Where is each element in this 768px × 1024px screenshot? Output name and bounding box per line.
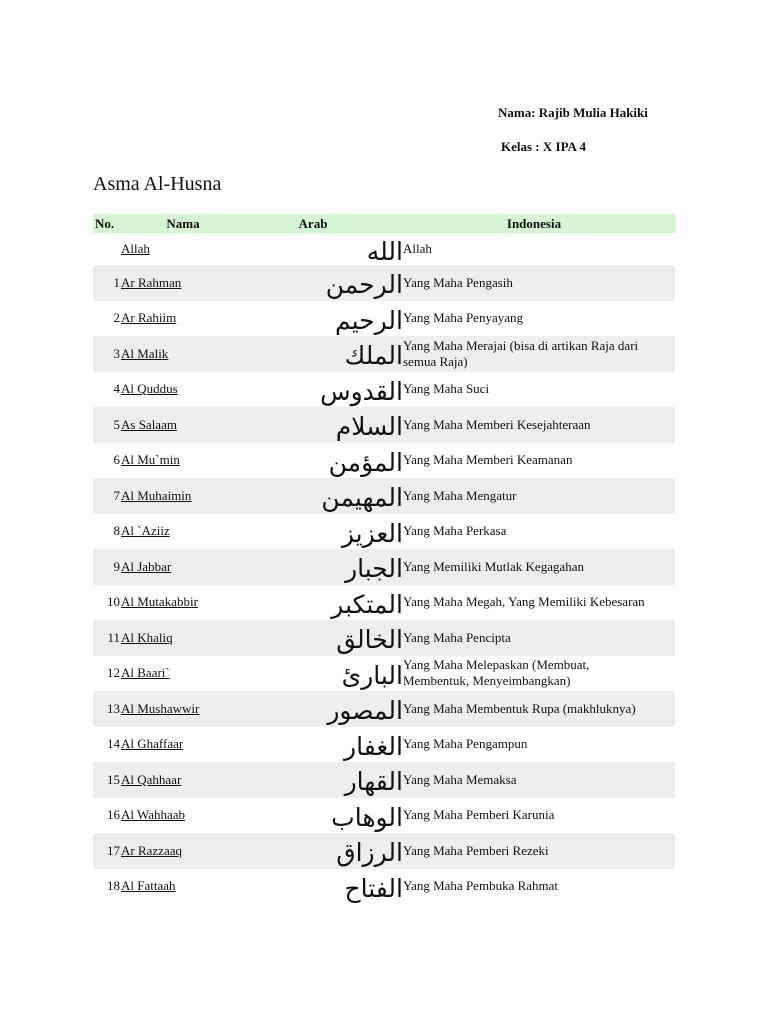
row-arab: الخالق	[336, 625, 403, 655]
row-nama-link[interactable]: Ar Rahiim	[121, 310, 177, 326]
row-arab: السلام	[335, 412, 403, 442]
row-number: 4	[113, 381, 120, 397]
row-number: 8	[113, 523, 120, 539]
row-number: 9	[113, 558, 120, 574]
header-nama: Nama	[166, 215, 200, 231]
row-arab: القدوس	[320, 376, 403, 406]
row-number: 15	[107, 771, 120, 787]
row-number: 12	[107, 665, 120, 681]
row-arab: المهيمن	[321, 483, 403, 513]
table-row	[93, 478, 675, 514]
row-number: 18	[107, 878, 120, 894]
table-row	[93, 514, 675, 550]
row-number: 16	[107, 807, 120, 823]
row-nama-link[interactable]: Al Quddus	[121, 381, 178, 397]
row-arab: القهار	[344, 767, 403, 797]
row-nama-link[interactable]: Ar Razzaaq	[121, 842, 182, 858]
row-arab: المؤمن	[328, 447, 403, 477]
row-indonesia: Yang Maha Pengampun	[403, 736, 528, 752]
row-number: 5	[113, 416, 120, 432]
header-arab: Arab	[298, 215, 328, 231]
row-arab: الغفار	[344, 731, 403, 761]
table-row	[93, 620, 675, 656]
row-indonesia: Yang Maha Pengasih	[403, 274, 513, 290]
table-row	[93, 372, 675, 408]
row-number: 7	[113, 487, 120, 503]
row-arab: المتكبر	[331, 589, 403, 619]
table-row	[93, 798, 675, 834]
table-row	[93, 585, 675, 621]
table-row	[93, 869, 675, 905]
row-arab: الرحيم	[335, 305, 403, 335]
row-number: 13	[107, 700, 120, 716]
row-number: 11	[107, 629, 120, 645]
row-number: 10	[107, 594, 120, 610]
row-indonesia: Yang Maha Suci	[403, 381, 490, 397]
row-indonesia: Yang Maha Pemberi Karunia	[403, 807, 555, 823]
row-nama-link[interactable]: Al Jabbar	[121, 558, 172, 574]
table-row	[93, 762, 675, 798]
row-indonesia: Yang Maha Memberi Kesejahteraan	[403, 416, 591, 432]
table-row	[93, 265, 675, 301]
row-nama-link[interactable]: As Salaam	[121, 416, 177, 432]
row-nama-link[interactable]: Al Mutakabbir	[121, 594, 198, 610]
table-row	[93, 549, 675, 585]
row-indonesia: Yang Maha Memaksa	[403, 771, 517, 787]
row-arab: البارئ	[341, 660, 403, 690]
table-row	[93, 691, 675, 727]
row-number: 1	[113, 274, 120, 290]
row-indonesia: Yang Maha Pencipta	[403, 629, 511, 645]
row-nama-link[interactable]: Al Fattaah	[121, 878, 176, 894]
row-arab: الملك	[344, 341, 403, 371]
table-row	[93, 833, 675, 869]
row-arab: الله	[366, 236, 403, 266]
row-arab: الرزاق	[336, 838, 403, 868]
row-arab: الفتاح	[344, 873, 403, 903]
student-class: Kelas : X IPA 4	[501, 139, 586, 154]
row-number: 17	[107, 842, 120, 858]
row-indonesia: Yang Maha Perkasa	[403, 523, 507, 539]
table-row	[93, 301, 675, 337]
row-indonesia: Yang Maha Penyayang	[403, 310, 523, 326]
row-indonesia: Yang Maha Mengatur	[403, 487, 517, 503]
row-number: 14	[107, 736, 120, 752]
header-no: No.	[95, 215, 115, 231]
row-indonesia: Allah	[403, 241, 432, 256]
table-row	[93, 443, 675, 479]
asma-table	[93, 214, 675, 904]
table-body	[93, 233, 675, 904]
row-indonesia: Yang Maha Merajai (bisa di artikan Raja dari semua Raja)	[403, 337, 639, 369]
row-indonesia: Yang Maha Megah, Yang Memiliki Kebesaran	[403, 594, 645, 610]
row-nama-link[interactable]: Ar Rahman	[121, 274, 182, 290]
row-number: 2	[113, 310, 120, 326]
row-nama-link[interactable]: Al Mushawwir	[121, 700, 200, 716]
table-header	[93, 214, 675, 233]
row-nama-link[interactable]: Al Malik	[121, 345, 169, 361]
row-nama-link[interactable]: Al Ghaffaar	[121, 736, 184, 752]
row-indonesia: Yang Maha Membentuk Rupa (makhluknya)	[403, 700, 636, 716]
row-indonesia: Yang Memiliki Mutlak Kegagahan	[403, 558, 585, 574]
row-indonesia: Yang Maha Memberi Keamanan	[403, 452, 573, 468]
table-row	[93, 336, 675, 372]
student-name: Nama: Rajib Mulia Hakiki	[498, 105, 648, 120]
row-arab: المصور	[327, 696, 403, 726]
row-nama-link[interactable]: Al Qahhaar	[121, 771, 182, 787]
row-arab: الجبار	[345, 554, 403, 584]
row-number: 6	[113, 452, 120, 468]
table-row	[93, 407, 675, 443]
page-title: Asma Al-Husna	[93, 173, 222, 195]
row-indonesia: Yang Maha Pemberi Rezeki	[403, 842, 549, 858]
row-indonesia: Yang Maha Pembuka Rahmat	[403, 878, 559, 894]
table-row	[93, 233, 675, 265]
row-nama-link[interactable]: Al Muhaimin	[121, 487, 192, 503]
header-indonesia: Indonesia	[506, 215, 562, 231]
table-row	[93, 656, 675, 692]
row-nama-link[interactable]: Al Khaliq	[121, 629, 173, 645]
row-nama-link[interactable]: Allah	[121, 241, 150, 256]
row-number: 3	[113, 345, 120, 361]
row-nama-link[interactable]: Al Mu`min	[121, 452, 180, 468]
row-indonesia: Yang Maha Melepaskan (Membuat, Membentuk, Menyeimbangkan)	[403, 657, 590, 689]
row-arab: العزيز	[341, 518, 403, 548]
row-nama-link[interactable]: Al Wahhaab	[121, 807, 186, 823]
row-arab: الوهاب	[331, 802, 403, 832]
table-row	[93, 727, 675, 763]
row-nama-link[interactable]: Al Baari`	[121, 665, 170, 681]
row-arab: الرحمن	[325, 270, 403, 300]
row-nama-link[interactable]: Al `Aziiz	[121, 523, 170, 539]
